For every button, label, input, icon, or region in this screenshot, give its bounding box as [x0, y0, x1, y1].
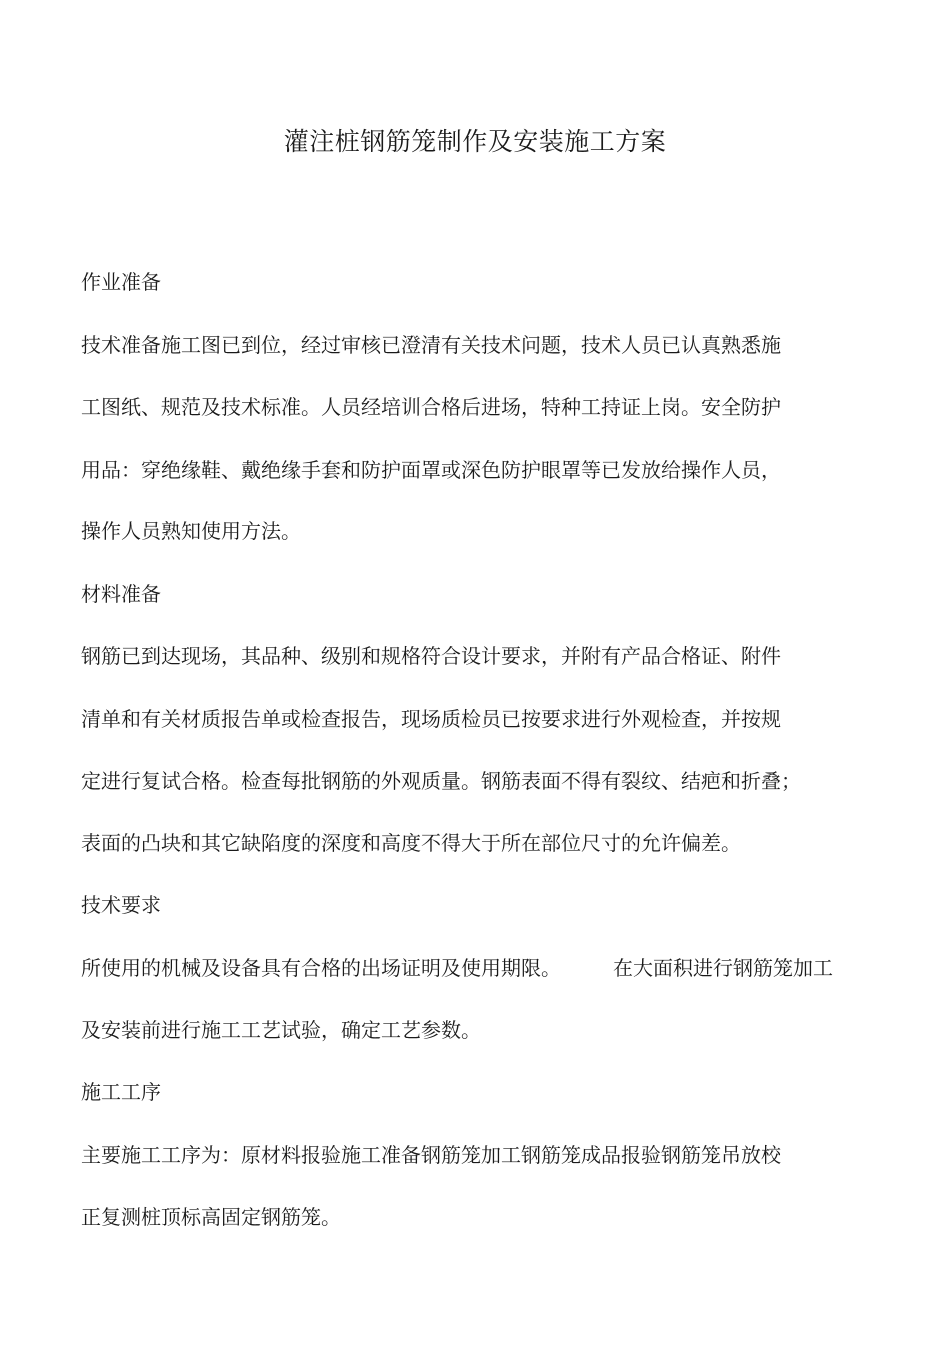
paragraph-line: 表面的凸块和其它缺陷度的深度和高度不得大于所在部位尺寸的允许偏差。: [81, 831, 741, 855]
paragraph-line: 主要施工工序为：原材料报验施工准备钢筋笼加工钢筋笼成品报验钢筋笼吊放校: [81, 1143, 781, 1167]
paragraph-line: 清单和有关材质报告单或检查报告，现场质检员已按要求进行外观检查，并按规: [81, 707, 781, 731]
section-heading-materials: 材料准备: [81, 582, 161, 606]
paragraph-line: 用品：穿绝缘鞋、戴绝缘手套和防护面罩或深色防护眼罩等已发放给操作人员，: [81, 458, 781, 482]
paragraph-line: 钢筋已到达现场，其品种、级别和规格符合设计要求，并附有产品合格证、附件: [81, 644, 781, 668]
section-heading-construction-process: 施工工序: [81, 1080, 161, 1104]
paragraph-line: [81, 953, 833, 983]
paragraph-line: 及安装前进行施工工艺试验，确定工艺参数。: [81, 1018, 481, 1042]
paragraph-line: 工图纸、规范及技术标准。人员经培训合格后进场，特种工持证上岗。安全防护: [81, 395, 781, 419]
section-heading-preparation: 作业准备: [81, 270, 161, 294]
paragraph-line: 技术准备施工图已到位，经过审核已澄清有关技术问题，技术人员已认真熟悉施: [81, 333, 781, 357]
paragraph-segment: 所使用的机械及设备具有合格的出场证明及使用期限。: [81, 956, 561, 980]
paragraph-line: 操作人员熟知使用方法。: [81, 519, 301, 543]
section-heading-technical-requirements: 技术要求: [81, 893, 161, 917]
paragraph-segment: 在大面积进行钢筋笼加工: [613, 956, 833, 980]
paragraph-line: 定进行复试合格。检查每批钢筋的外观质量。钢筋表面不得有裂纹、结疤和折叠；: [81, 769, 801, 793]
paragraph-line: 正复测桩顶标高固定钢筋笼。: [81, 1205, 341, 1229]
document-title: 灌注桩钢筋笼制作及安装施工方案: [283, 127, 667, 156]
